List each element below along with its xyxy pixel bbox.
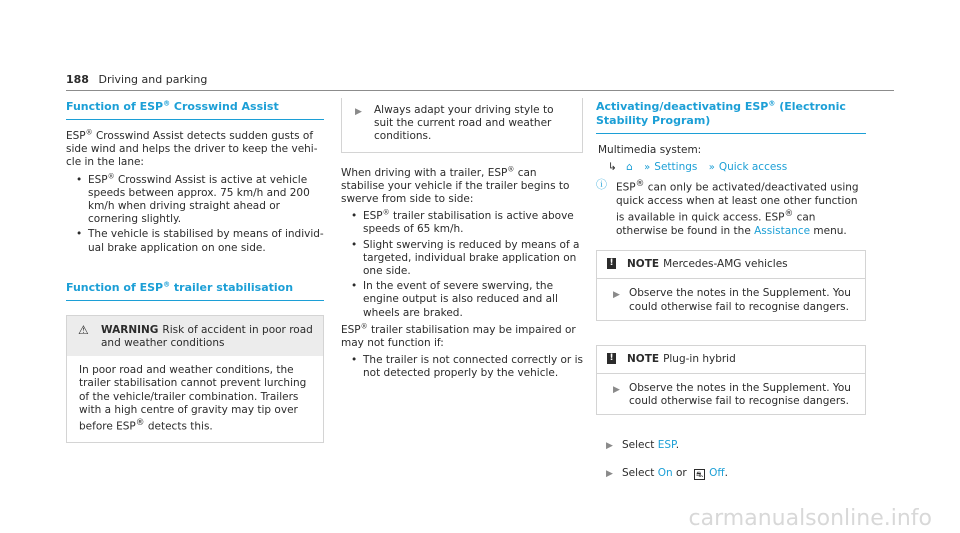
warning-title: Risk of accident in poor road and weather conditions: [101, 323, 313, 350]
assistance-link[interactable]: Assistance: [754, 225, 811, 238]
info-note: ⓘ ESP® can only be activated/deactivated using quick access when at least one other function is available in quick access. ESP® can otherwise be found in the Assistance menu.: [596, 178, 859, 238]
action-arrow-icon: ▶: [613, 385, 620, 396]
action-arrow-icon: ▶: [606, 441, 613, 452]
warning-body: In poor road and weather conditions, the trailer stabilisation cannot prevent lurching of the vehicle/trailer combination. Trailers with a high centre of gravity may tip over before ESP® detects this.: [79, 364, 307, 433]
page-header: [66, 73, 207, 86]
crosswind-intro: ESP® Crosswind Assist detects sudden gusts of side wind and helps the driver to keep the vehicle in the lane:: [66, 128, 318, 169]
exclamation-icon: !: [607, 258, 616, 269]
column-middle: [341, 100, 583, 385]
note-title: Mercedes-AMG vehicles: [663, 258, 788, 271]
path-arrow-icon: ↳: [608, 161, 617, 174]
warning-box: [66, 315, 324, 443]
warning-triangle-icon: ⚠: [78, 322, 89, 337]
note-header: [597, 251, 865, 279]
note-label: NOTE: [627, 352, 660, 365]
section-title-trailer: Function of ESP® trailer stabilisation: [66, 281, 324, 301]
off-link[interactable]: Off: [709, 466, 725, 479]
step-select-on-off: ▶ Select On or ⛐ Off.: [596, 467, 866, 480]
step-select-esp: ▶ Select ESP.: [596, 439, 866, 452]
system-label: Multimedia system:: [598, 144, 702, 156]
note-box-amg: [596, 250, 866, 321]
warning-label: WARNING: [101, 323, 159, 336]
list-item: • ESP® trailer stabilisation is active above speeds of 65 km/h.: [349, 210, 583, 236]
chapter-title: Driving and parking: [98, 73, 208, 86]
home-icon[interactable]: ⌂: [626, 161, 633, 174]
settings-link[interactable]: Settings: [654, 161, 698, 174]
list-item: • The vehicle is stabilised by means of individual brake application on one side.: [74, 228, 324, 254]
note-body: ▶ Observe the notes in the Supplement. You could otherwise fail to recognise dangers.: [613, 287, 851, 313]
section-title-activate: Activating/deactivating ESP® (Electronic Stability Program): [596, 100, 866, 134]
info-icon: ⓘ: [596, 178, 607, 192]
action-arrow-icon: ▶: [613, 290, 620, 301]
trailer-impaired: ESP® trailer stabilisation may be impaired or may not function if:: [341, 322, 576, 350]
header-divider: [66, 90, 894, 91]
action-arrow-icon: ▶: [355, 107, 362, 117]
column-left: [66, 100, 324, 443]
esp-link[interactable]: ESP: [657, 439, 676, 452]
list-item: • Slight swerving is reduced by means of a targeted, individual brake application on one side.: [349, 239, 583, 279]
chevron-double-icon: »: [708, 162, 715, 174]
impaired-bullets: [349, 354, 583, 380]
watermark: carmanualsonline.info: [688, 505, 932, 531]
section-title-crosswind: Function of ESP® Crosswind Assist: [66, 100, 324, 120]
note-label: NOTE: [627, 258, 660, 271]
list-item: • The trailer is not connected correctly or is not detected properly by the vehicle.: [349, 354, 583, 380]
chevron-double-icon: »: [644, 162, 651, 174]
quick-access-link[interactable]: Quick access: [718, 161, 788, 174]
page-number: 188: [66, 73, 89, 86]
warning-header: [67, 316, 323, 356]
esp-off-icon: ⛐: [694, 469, 705, 480]
action-arrow-icon: ▶: [606, 468, 613, 479]
warning-step-box: ▶ Always adapt your driving style to suit the current road and weather conditions.: [341, 98, 583, 153]
crosswind-bullets: [74, 174, 324, 255]
trailer-intro: When driving with a trailer, ESP® can stabilise your vehicle if the trailer begins to swerve from side to side:: [341, 165, 570, 206]
note-title: Plug-in hybrid: [663, 352, 736, 365]
note-box-hybrid: [596, 345, 866, 416]
note-header: [597, 346, 865, 374]
trailer-bullets: [349, 210, 583, 320]
list-item: • ESP® Crosswind Assist is active at vehicle speeds between approx. 75 km/h and 200 km/h when driving straight ahead or cornering slightly.: [74, 174, 324, 227]
exclamation-icon: !: [607, 353, 616, 364]
note-body: ▶ Observe the notes in the Supplement. You could otherwise fail to recognise dangers.: [613, 382, 851, 408]
menu-path: [608, 161, 866, 174]
list-item: • In the event of severe swerving, the engine output is also reduced and all wheels are braked.: [349, 280, 583, 320]
column-right: [596, 100, 866, 494]
on-link[interactable]: On: [657, 466, 673, 479]
